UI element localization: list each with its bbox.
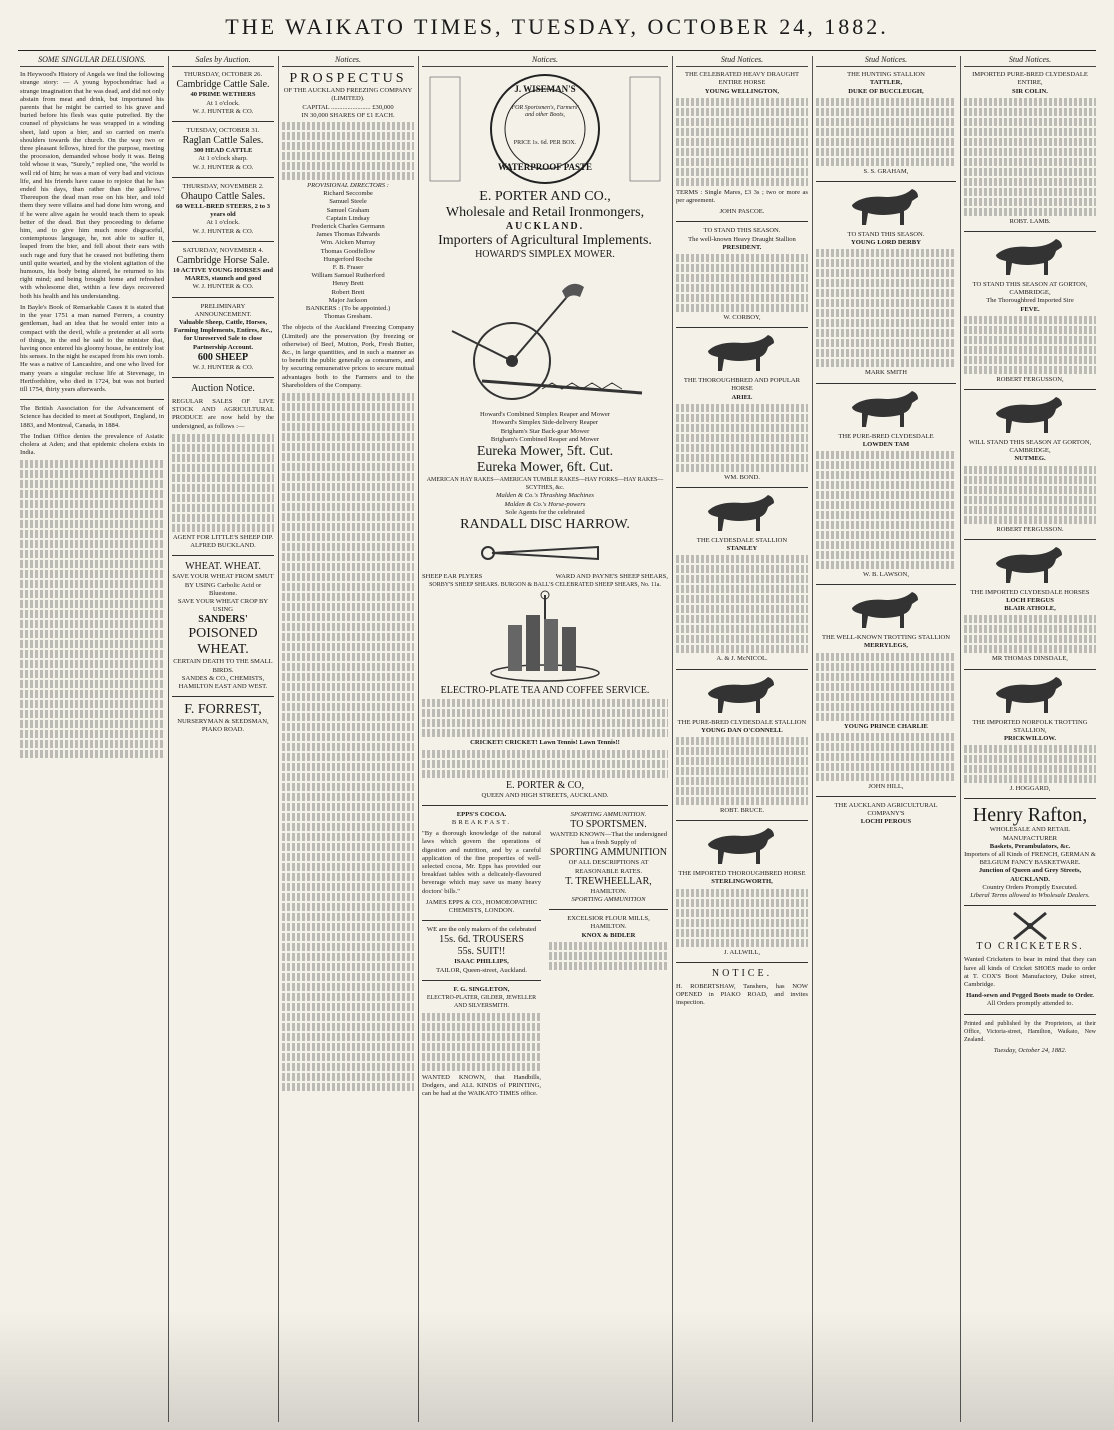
bankers: BANKERS : (To be appointed.) (305, 305, 391, 313)
stud-name: PRESIDENT. (722, 243, 762, 251)
divider (172, 297, 274, 298)
divider (676, 962, 808, 963)
trewheellar-name: T. TREWHEELLAR, (565, 875, 652, 887)
illegible-text (964, 745, 1096, 783)
stud-name: LOCH FERGUS (1006, 597, 1054, 605)
eureka-5ft: Eureka Mower, 5ft. Cut. (476, 444, 614, 460)
column-divider (960, 56, 961, 1422)
sale-title: Raglan Cattle Sales. (182, 135, 264, 147)
sanders-name: SANDERS' (198, 614, 248, 626)
divider (172, 555, 274, 556)
notice-title: NOTICE. (711, 967, 773, 979)
porter-sub: Wholesale and Retail Ironmongers, (445, 205, 645, 221)
stud-name: YOUNG LORD DERBY (851, 239, 921, 247)
stud-signature: MR THOMAS DINSDALE, (992, 655, 1068, 663)
stud-name: TATTLER, (869, 79, 903, 87)
divider (816, 584, 956, 585)
divider (172, 121, 274, 122)
illegible-text (816, 249, 956, 367)
stud-name: FEVE. (1020, 305, 1040, 313)
knox-bidler: KNOX & BIDLER (581, 931, 636, 939)
sale-lot: 60 WELL-BRED STEERS, 2 to 3 years old (175, 203, 271, 219)
stud-name: SIR COLIN. (1012, 87, 1048, 95)
stud-title: IMPORTED PURE-BRED CLYDESDALE ENTIRE, (972, 71, 1088, 87)
directors-list (282, 190, 414, 305)
stud-name: MERRYLEGS, (864, 642, 908, 650)
horse-icon (982, 675, 1078, 715)
stud-title: WILL STAND THIS SEASON AT GORTON, CAMBRIDGE, (968, 439, 1092, 455)
stud-signature: ROBT. BRUCE. (719, 807, 765, 815)
epps-body: "By a thorough knowledge of the natural laws which govern the operations of digestion and nutrition, and by a careful application of the fine properties of well-selected cocoa, Mr. Epps has provided our breakfast tables with a delicately-flavoured beverage which may save us many heavy doctors' bills." (422, 830, 541, 895)
wiseman-advert (422, 71, 668, 189)
stud-name: STERLINGWORTH, (711, 878, 773, 886)
illegible-text (676, 555, 808, 653)
stud-signature: ROBERT FERGUSSON, (996, 375, 1064, 383)
horse-icon (694, 675, 790, 715)
column-auctions (172, 56, 274, 1422)
sale-signature: W. J. HUNTER & CO. (192, 363, 254, 371)
secretary: Thomas Gresham. (323, 313, 373, 321)
illegible-text (676, 889, 808, 947)
footer-date: Tuesday, October 24, 1882. (993, 1047, 1067, 1055)
director-name: Wm. Aicken Murray (320, 239, 376, 247)
illegible-text (172, 434, 274, 532)
rafton-liberal: Liberal Terms allowed to Wholesale Dealers. (970, 892, 1090, 900)
illegible-text (964, 466, 1096, 524)
stud-name: PRICKWILLOW. (1004, 735, 1056, 743)
reaper-item: Howard's Combined Simplex Reaper and Mower (480, 411, 610, 419)
poisoned-sub: CERTAIN DEATH TO THE SMALL BIRDS. (173, 658, 273, 674)
column-divider (278, 56, 279, 1422)
stud-title: THE CLYDESDALE STALLION (696, 537, 788, 545)
randall-harrow: RANDALL DISC HARROW. (460, 517, 630, 533)
stud-signature: J. HOGGARD, (1009, 785, 1051, 793)
stud-name: YOUNG PRINCE CHARLIE (844, 722, 928, 730)
wiseman-name: J. WISEMAN'S (514, 84, 576, 95)
porter-name-2: E. PORTER & CO, (505, 779, 585, 791)
sale-lot: 10 ACTIVE YOUNG HORSES and MARES, staunch and good (172, 267, 274, 283)
divider (20, 399, 164, 400)
director-name: Samuel Graham (326, 206, 370, 214)
stud-title: THE PURE-BRED CLYDESDALE STALLION (677, 718, 807, 726)
importers: Importers of Agricultural Implements. (438, 233, 652, 249)
illegible-text (816, 98, 956, 166)
stud-signature: J. ALLWILL, (724, 948, 760, 956)
column-divider (812, 56, 813, 1422)
column-divider (672, 56, 673, 1422)
notices-header: Notices. (422, 56, 668, 67)
phillips-sub: TAILOR, Queen-street, Auckland. (436, 966, 527, 974)
sale-lot: 40 PRIME WETHERS (190, 91, 256, 99)
poisoned-wheat: POISONED WHEAT. (188, 626, 258, 658)
stud-sub: The well-known Heavy Draught Stallion (688, 235, 796, 243)
trousers-price: 15s. 6d. TROUSERS (439, 934, 524, 946)
illegible-text (549, 942, 668, 970)
illegible-text (20, 460, 164, 758)
to-sportsmen: TO SPORTSMEN. (570, 819, 647, 831)
masthead (0, 0, 1114, 46)
electro-plate: ELECTRO-PLATE TEA AND COFFEE SERVICE. (440, 685, 650, 697)
cricketers-body: Wanted Cricketers to bear in mind that they can have all kinds of Cricket SHOES made to order at T. COX'S Boot Manufactory, Duke street, Cambridge. (964, 956, 1096, 988)
porter-auckland: AUCKLAND. (505, 221, 585, 233)
divider (676, 820, 808, 821)
stud-signature: W. CORBOY, (723, 314, 761, 322)
divider (549, 909, 668, 910)
illegible-text (676, 737, 808, 805)
divider (816, 796, 956, 797)
singleton-name: F. G. SINGLETON, (453, 985, 510, 993)
column-porter (422, 56, 668, 1422)
orders-attended: All Orders promptly attended to. (986, 1000, 1074, 1008)
sporting-ammunition: SPORTING AMMUNITION (550, 847, 667, 859)
sanders-signature: SANDES & CO., CHEMISTS, HAMILTON EAST AND WEST. (178, 674, 268, 690)
rafton-of: Baskets, Perambulators, &c. (989, 842, 1071, 850)
stud-title: THE IMPORTED NORFOLK TROTTING STALLION, (972, 718, 1088, 734)
divider (172, 696, 274, 697)
singleton-sub: ELECTRO-PLATER, GILDER, JEWELLER AND SILVERSMITH. (426, 995, 537, 1010)
stud-title: THE IMPORTED CLYDESDALE HORSES (970, 588, 1090, 596)
divider (422, 920, 541, 921)
horse-icon (694, 826, 790, 866)
sale-signature: W. J. HUNTER & CO. (192, 283, 254, 291)
illegible-text (676, 254, 808, 312)
rafton-sub: WHOLESALE AND RETAIL MANUFACTURER (989, 826, 1071, 842)
sale-signature: W. J. HUNTER & CO. (192, 227, 254, 235)
auctions-header: Sales by Auction. (172, 56, 274, 67)
porter-name: E. PORTER AND CO., (479, 189, 611, 205)
director-name: Samuel Steele (329, 198, 367, 206)
illegible-text (676, 98, 808, 186)
phillips-name: ISAAC PHILLIPS, (454, 958, 509, 966)
director-name: Captain Lindsay (326, 214, 370, 222)
column-delusions (20, 56, 164, 1422)
malden-horsepowers: Malden & Co.'s Horse-powers (504, 500, 586, 508)
stud-sub: The Thoroughbred Imported Sire (986, 297, 1074, 305)
epps-breakfast: BREAKFAST. (451, 819, 512, 827)
rafton-country: Country Orders Promptly Executed. (982, 883, 1078, 891)
epps-cocoa: EPPS'S COCOA. (456, 810, 507, 818)
auction-notice-body: REGULAR SALES OF LIVE STOCK AND AGRICULTURAL PRODUCE are now held by the undersigned, as follows :— (172, 398, 274, 430)
stud-title: TO STAND THIS SEASON AT GORTON, CAMBRIDGE, (972, 281, 1088, 297)
mower-illustration-icon (422, 261, 668, 411)
porter-address: QUEEN AND HIGH STREETS, AUCKLAND. (481, 791, 609, 799)
sale-time: At 1 o'clock sharp. (198, 155, 248, 163)
horse-icon (694, 333, 790, 373)
reasonable-rates: REASONABLE RATES. (574, 867, 643, 875)
divider (676, 221, 808, 222)
illegible-text (964, 98, 1096, 216)
illegible-text (422, 750, 668, 778)
crossed-bats-icon (964, 911, 1096, 941)
sale-date: THURSDAY, OCTOBER 26. (183, 71, 263, 79)
illegible-text (964, 316, 1096, 374)
prospectus-body: The objects of the Auckland Freezing Company (Limited) are the preservation (by freezing or otherwise) of Beef, Mutton, Pork, Fresh Butter, &c., in large quantities, and in such a manner as to benefit the public generally as consumers, and by securing remunerative prices to secure mutual advantages both to the Farmers and to the Shareholders of the Company. (282, 324, 414, 389)
stud-name: YOUNG WELLINGTON, (704, 87, 780, 95)
stud-signature: ROBERT FERGUSSON. (996, 525, 1064, 533)
director-name: Robert Brett (331, 288, 365, 296)
trewheellar-town: HAMILTON. (590, 887, 627, 895)
illegible-text (422, 1013, 541, 1071)
malden-machines: Malden & Co.'s Thrashing Machines (496, 492, 594, 500)
divider (172, 377, 274, 378)
stud-title: THE HUNTING STALLION (847, 71, 925, 79)
divider (676, 327, 808, 328)
harrow-tool-icon (422, 533, 668, 573)
stud-title: THE PURE-BRED CLYDESDALE (838, 432, 934, 440)
horse-icon (838, 389, 934, 429)
stud-signature: JOHN HILL, (868, 782, 904, 790)
stud-header: Stud Notices. (964, 56, 1096, 67)
sale-signature: W. J. HUNTER & CO. (192, 107, 254, 115)
sale-date: TUESDAY, OCTOBER 31. (186, 127, 260, 135)
stud-terms: TERMS : Single Mares, £3 3s ; two or more as per agreement. (676, 188, 808, 205)
forrest-name: F. FORREST, (184, 702, 262, 718)
wanted-known-printing: WANTED KNOWN, that Handbills, Dodgers, and ALL KINDS of PRINTING, can be had at the WAIKATO TIMES office. (422, 1073, 541, 1097)
prospectus-title: PROSPECTUS (289, 71, 407, 87)
sporting-ammunition-footer: SPORTING AMMUNITION (571, 896, 646, 904)
director-name: Henry Brett (332, 280, 364, 288)
stud-signature: A. & J. McNICOL. (716, 655, 768, 663)
illegible-text (964, 615, 1096, 653)
divider (422, 805, 668, 806)
director-name: William Samuel Rutherford (311, 272, 385, 280)
director-name: Thomas Goodfellow (320, 247, 376, 255)
howard-mower: HOWARD'S SIMPLEX MOWER. (475, 249, 615, 261)
horse-icon (982, 237, 1078, 277)
sale-title: PRELIMINARY ANNOUNCEMENT. (194, 302, 252, 318)
agent-notice: AGENT FOR LITTLE'S SHEEP DIP. (172, 533, 274, 541)
divider (422, 980, 541, 981)
wiseman-price: PRICE 1s. 6d. PER BOX. (513, 140, 577, 147)
director-name: James Thomas Edwards (316, 231, 380, 239)
sale-time: At 1 o'clock. (206, 219, 240, 227)
shares: IN 30,000 SHARES OF £1 EACH. (301, 111, 395, 119)
column-stud-1 (676, 56, 808, 1422)
sale-date: THURSDAY, NOVEMBER 2. (182, 182, 264, 190)
association-note: The British Association for the Advancement of Science has decided to meet at Southport, England, in 1883, and Montreal, Canada, in 1884. (20, 405, 164, 429)
suit-price: 55s. SUIT!! (457, 946, 506, 958)
handsewn-boots: Hand-sewn and Pegged Boots made to Order. (966, 992, 1094, 1000)
illegible-text (422, 699, 668, 737)
wiseman-for: FOR Sportsmen's, Farmers' and other Boots, (511, 105, 579, 119)
wanted-known: WANTED KNOWN—That the undersigned has a fresh Supply of (549, 831, 667, 847)
wheat-body: SAVE YOUR WHEAT FROM SMUT BY USING Carbolic Acid or Bluestone. (172, 573, 274, 597)
lower-left-adverts (422, 811, 541, 1101)
stud-title: TO STAND THIS SEASON. (703, 227, 781, 235)
divider (964, 1014, 1096, 1015)
wheat-save: SAVE YOUR WHEAT CROP BY USING (177, 597, 269, 614)
stud-signature: MARK SMITH (865, 369, 907, 377)
cruet-stand-icon (422, 589, 668, 685)
auction-notice-title: Auction Notice. (191, 383, 255, 395)
phillips-makers: WE are the only makers of the celebrated (426, 926, 537, 934)
cricketers-title: TO CRICKETERS. (976, 941, 1084, 953)
epps-signature: JAMES EPPS & CO., HOMOEOPATHIC CHEMISTS, LONDON. (425, 898, 538, 915)
divider (676, 487, 808, 488)
divider (964, 539, 1096, 540)
india-note: The Indian Office denies the prevalence of Asiatic cholera at Aden; and that epidemic cholera exists in India. (20, 432, 164, 457)
divider (964, 905, 1096, 906)
ward-payne-shears: WARD AND PAYNE'S SHEEP SHEARS, (555, 573, 668, 581)
director-name: Hungerford Roche (323, 255, 373, 263)
lower-adverts (422, 811, 668, 1101)
horse-icon (982, 545, 1078, 585)
agent-signature: ALFRED BUCKLAND. (190, 542, 256, 550)
delusions-body: In Heywood's History of Angels we find the following strange story: — A young hypochondriac had a strange imagination that he was dead, and did not only abstain from meat and drink, but importuned his parents that he might be carried to his grave and buried before his flesh was quite putrefied. By the counsel of physicians he was wrapped in a winding sheet, laid upon a bier, and so carried on men's shoulders towards the church. On the way two or three pleasant fellows, hired for the purpose, meeting the procession, demanded whose body it was. Being told whose it was, "Surely," replied one, "the world is well rid of him; he was a man of very bad and vicious life, and his friends have cause to rejoice that he has ended his days, than rather than the gallows." Thereupon the dead man rose on his bier, and told them they were villains and had done him wrong, and if he were alive again he would teach them to speak better of the dead. But they proceeding to defame him, and to give him much more disgraceful, contemptuous language, he, not able to suffer it, leaped from the bier, and fell about their ears with such rage and fury that he ceased not buffeting them until quite wearied, and by the violent agitation of the humours, his body being altered, he returned to his right mind; and being brought home and refreshed with wholesome diet, within a few days recovered both his health and his understanding. (20, 71, 164, 300)
horse-icon (982, 395, 1078, 435)
stud-signature: W. B. LAWSON, (863, 571, 909, 579)
rafton-importers: Importers of all Kinds of FRENCH, GERMAN & BELGIUM FANCY BASKETWARE. (964, 851, 1096, 867)
stud-name: BLAIR ATHOLE, (1004, 605, 1056, 613)
sale-lot: 300 HEAD CATTLE (193, 147, 253, 155)
column-stud-3 (964, 56, 1096, 1422)
masthead-title: THE WAIKATO TIMES, TUESDAY, OCTOBER 24, 1882. (225, 14, 889, 39)
reaper-item: Brigham's Star Back-gear Mower (500, 427, 590, 435)
stud-signature: S. S. GRAHAM, (863, 167, 909, 175)
stud-title: THE CELEBRATED HEAVY DRAUGHT ENTIRE HORSE (684, 71, 800, 87)
stud-signature: JOHN PASCOE. (719, 208, 765, 216)
all-descriptions: OF ALL DESCRIPTIONS AT (568, 859, 649, 867)
lower-right-adverts (549, 811, 668, 1101)
stud-title: THE IMPORTED THOROUGHBRED HORSE (678, 870, 806, 878)
illegible-text (676, 404, 808, 472)
sale-title: Ohaupo Cattle Sales. (180, 191, 266, 203)
stud-title: TO STAND THIS SEASON. (847, 231, 925, 239)
divider (816, 181, 956, 182)
illegible-text (282, 122, 414, 180)
column-divider (418, 56, 419, 1422)
stud-name: STANLEY (726, 545, 758, 553)
sale-title: Cambridge Cattle Sale. (176, 79, 270, 91)
illegible-text (282, 393, 414, 1091)
stud-name: ARIEL (731, 393, 753, 401)
illegible-text (816, 733, 956, 781)
horse-icon (838, 590, 934, 630)
hay-rakes: AMERICAN HAY RAKES—AMERICAN TUMBLE RAKES—HAY FORKS—HAY RAKES—SCYTHES, &c. (426, 477, 664, 492)
notice-body: H. ROBERTSHAW, Tanshers, has NOW OPENED in PIAKO ROAD, and invites inspection. (676, 982, 808, 1007)
divider (816, 383, 956, 384)
divider (172, 177, 274, 178)
director-name: Frederick Charles Germann (311, 223, 385, 231)
wiseman-paste: WATERPROOF PASTE (497, 162, 593, 173)
column-divider (168, 56, 169, 1422)
divider (964, 669, 1096, 670)
reaper-list (422, 411, 668, 444)
stud-title: THE AUCKLAND AGRICULTURAL COMPANY'S (834, 802, 938, 818)
sheep-ear-plyers: SHEEP EAR PLYERS (422, 573, 483, 581)
horse-icon (838, 187, 934, 227)
sale-time: At 1 o'clock. (206, 99, 240, 107)
reaper-item: Brigham's Combined Reaper and Mower (490, 435, 600, 443)
stud-header: Stud Notices. (676, 56, 808, 67)
director-name: F. B. Fraser (332, 264, 364, 272)
excelsior-mills: EXCELSIOR FLOUR MILLS, HAMILTON. (567, 915, 650, 931)
capital: CAPITAL ........................ £30,000 (302, 103, 394, 111)
stud-name: LOCHI PEROUS (860, 818, 912, 826)
director-name: Richard Seccombe (323, 190, 373, 198)
cricket-tennis: CRICKET! CRICKET! Lawn Tennis! Lawn Tennis!! (470, 739, 620, 747)
prospectus-sub: OF THE AUCKLAND FREEZING COMPANY (LIMITED). (283, 87, 413, 103)
illegible-text (816, 653, 956, 721)
stud-signature: ROBT. LAMB. (1009, 217, 1051, 225)
column-stud-2 (816, 56, 956, 1422)
reaper-item: Howard's Simplex Side-delivery Reaper (491, 419, 599, 427)
stud-header: Stud Notices. (816, 56, 956, 67)
eureka-6ft: Eureka Mower, 6ft. Cut. (476, 460, 614, 476)
sale-lot: 600 SHEEP (197, 351, 249, 363)
delusions-body-2: In Bayle's Book of Remarkable Cases it is stated that in the year 1751 a man named Ferrers, a country gentleman, had an idea that he would enter into a compact with the devil, while a pretender at all sorts of things, in the end he said to the minister that, having once entered his gloomy house, he entirely lost his senses. In the night he escaped from his own tomb. He was a native of Lancashire, and one who lived for many years a singular recluse life at Stevenage, in Hertfordshire, who died in 1724, but was not buried till 1754, thirty years afterwards. (20, 303, 164, 393)
sole-agents: Sole Agents for the celebrated (505, 508, 585, 516)
divider (964, 389, 1096, 390)
sale-date: SATURDAY, NOVEMBER 4. (182, 246, 264, 254)
horse-icon (694, 493, 790, 533)
notices-header: Notices. (282, 56, 414, 67)
forrest-sub: NURSERYMAN & SEEDSMAN, PIAKO ROAD. (177, 718, 269, 734)
sale-description: Valuable Sheep, Cattle, Horses, Farming Implements, Entires, &c., for Unreserved Sale to close Partnership Account. (173, 319, 273, 351)
illegible-text (816, 451, 956, 569)
stud-title: THE THOROUGHBRED AND POPULAR HORSE (683, 377, 801, 393)
wheat-title: WHEAT. WHEAT. (185, 561, 261, 573)
stud-signature: WM. BOND. (724, 473, 760, 481)
sporting-ammunition-header: SPORTING AMMUNITION. (570, 810, 647, 818)
stud-name: YOUNG DAN O'CONNELL (701, 726, 783, 734)
divider (964, 798, 1096, 799)
printer-imprint: Printed and published by the Proprietors, at their Office, Victoria-street, Hamilton, Waikato, New Zealand. (964, 1020, 1096, 1043)
rafton-name: Henry Rafton, (972, 804, 1088, 827)
column-freezing-company (282, 56, 414, 1422)
shears-row (422, 573, 668, 581)
stud-name: DUKE OF BUCCLEUGH, (848, 87, 924, 95)
director-name: Major Jackson (328, 296, 368, 304)
stud-name: NUTMEG. (1014, 455, 1046, 463)
masthead-rule (18, 50, 1096, 51)
stud-title: THE WELL-KNOWN TROTTING STALLION (822, 634, 950, 642)
sale-title: Cambridge Horse Sale. (176, 255, 270, 267)
divider (172, 241, 274, 242)
stud-name: LOWDEN TAM (862, 440, 910, 448)
sale-signature: W. J. HUNTER & CO. (192, 163, 254, 171)
rafton-address: Junction of Queen and Grey Streets, AUCKLAND. (978, 867, 1082, 883)
directors-title: PROVISIONAL DIRECTORS : (307, 182, 389, 190)
delusions-header: SOME SINGULAR DELUSIONS. (20, 56, 164, 67)
divider (964, 231, 1096, 232)
divider (676, 669, 808, 670)
shears-sub: SORBY'S SHEEP SHEARS. BURGON & BALL'S CELEBRATED SHEEP SHEARS, No. 11a. (429, 582, 661, 589)
